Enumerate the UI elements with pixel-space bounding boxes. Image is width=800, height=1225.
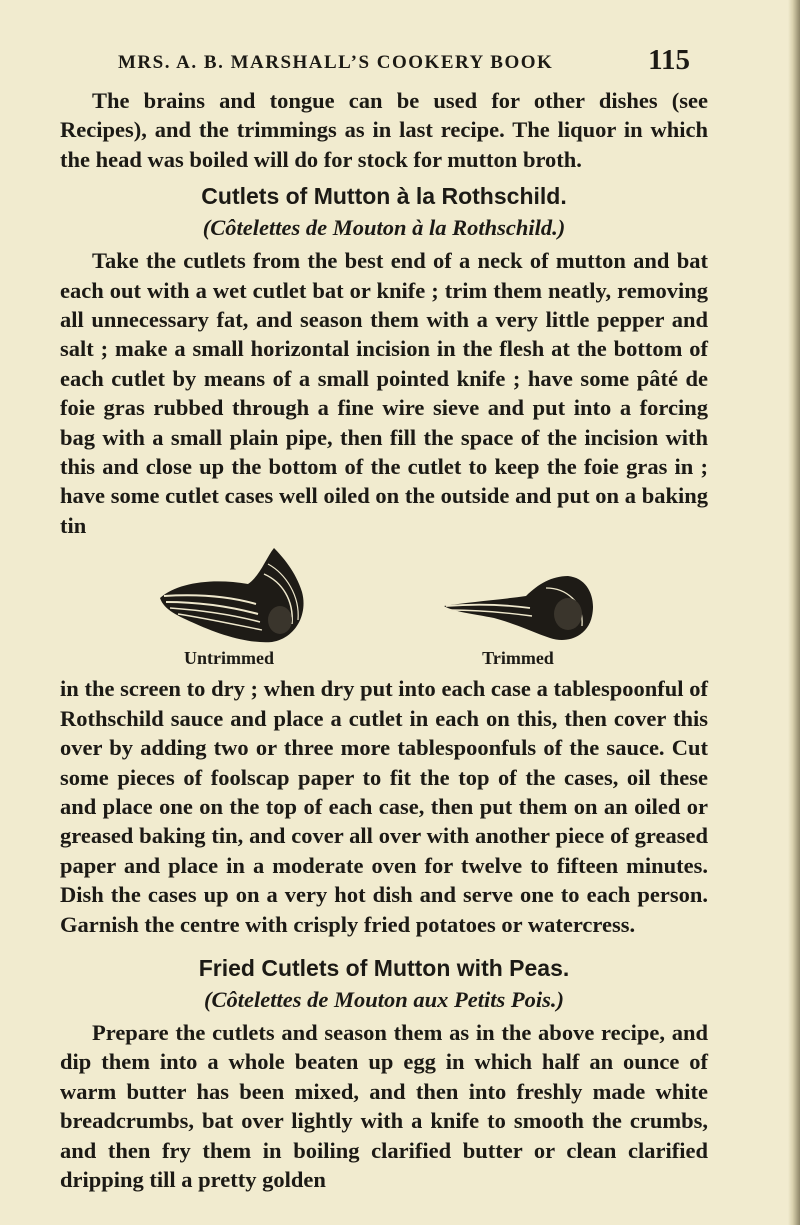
intro-paragraph: The brains and tongue can be used for other dishes (see Recipes), and the trimmings as in last recipe. The liquor in which the head was boiled will do for stock for mutton broth.: [60, 88, 708, 172]
page-number: 115: [648, 44, 690, 76]
cutlet-illustrations: [60, 544, 708, 674]
trimmed-caption: Trimmed: [482, 648, 554, 669]
recipe-title-rothschild: Cutlets of Mutton à la Rothschild.: [201, 183, 567, 210]
recipe-subtitle-fried-cutlets: (Côtelettes de Mouton aux Petits Pois.): [204, 986, 564, 1012]
figure-untrimmed: [156, 544, 308, 669]
untrimmed-caption: Untrimmed: [184, 648, 274, 669]
recipe-title-fried-cutlets: Fried Cutlets of Mutton with Peas.: [198, 954, 570, 981]
page-header: [118, 44, 690, 80]
untrimmed-cutlet-illustration: [156, 544, 308, 646]
running-head: MRS. A. B. MARSHALL’S COOKERY BOOK: [118, 52, 554, 73]
fried-cutlets-paragraph-1: Prepare the cutlets and season them as in the above recipe, and dip them into a whole beaten up egg in which half an ounce of warm butter has been mixed, and then into freshly made white breadcrumbs, bat over lightly with a knife to smooth the crumbs, and then fry them in boiling clarified butter or clean clarified dripping till a pretty golden: [60, 1019, 708, 1192]
rothschild-paragraph-1: Take the cutlets from the best end of a neck of mutton and bat each out with a wet cutlet bat or knife ; trim them neatly, removing all unnecessary fat, and season them with a very little pepper and salt ; make a small horizontal incision in the flesh at the bottom of each cutlet by means of a small pointed knife ; have some pâté de foie gras rubbed through a fine wire sieve and put into a forcing bag with a small plain pipe, then fill the space of the incision with this and close up the bottom of the cutlet to keep the foie gras in ; have some cutlet cases well oiled on the outside and put on a baking tin: [60, 248, 708, 538]
figure-trimmed: [438, 544, 598, 669]
rothschild-paragraph-2: in the screen to dry ; when dry put into each case a tablespoonful of Rothschild sauce and place a cutlet in each on this, then cover this over by adding two or three more tablespoonfuls of the sauce. Cut some pieces of foolscap paper to fit the top of the cases, oil these and place one on the top of each case, then put them on an oiled or greased baking tin, and cover all over with another piece of greased paper and place in a moderate oven for twelve to fifteen minutes. Dish the cases up on a very hot dish and serve one to each person. Garnish the centre with crisply fried potatoes or watercress.: [60, 676, 708, 937]
trimmed-cutlet-illustration: [438, 544, 598, 646]
page-edge-shadow: [788, 0, 800, 1225]
recipe-subtitle-rothschild: (Côtelettes de Mouton à la Rothschild.): [202, 215, 566, 241]
page-body: [60, 86, 708, 1194]
